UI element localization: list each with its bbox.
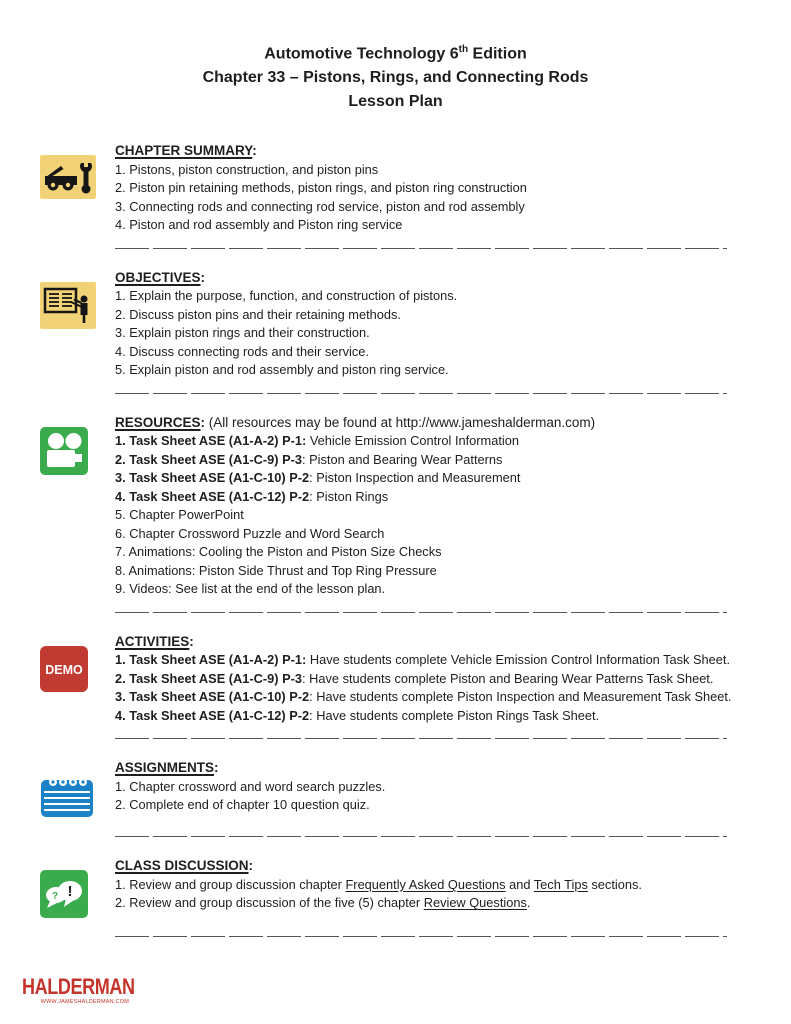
- section-heading-activities: [115, 633, 731, 652]
- section-icon-cell: [0, 759, 115, 823]
- demo-icon: [40, 646, 88, 692]
- heading-text: ACTIVITIES: [115, 633, 190, 649]
- list-item: 4. Piston and rod assembly and Piston ring service: [115, 217, 403, 233]
- heading-note: (All resources may be found at http://www.jameshalderman.com): [205, 414, 596, 430]
- list-item: 3. Task Sheet ASE (A1-C-10) P-2: Piston Inspection and Measurement: [115, 470, 521, 486]
- notepad-icon: [40, 772, 94, 818]
- list-item: 9. Videos: See list at the end of the lesson plan.: [115, 581, 386, 597]
- list-item: 4. Task Sheet ASE (A1-C-12) P-2: Piston Rings: [115, 488, 389, 504]
- list-item: 1. Task Sheet ASE (A1-A-2) P-1: Have students complete Vehicle Emission Control Information Task Sheet.: [115, 652, 730, 668]
- car-repair-icon: [40, 155, 96, 199]
- title-line-3: Lesson Plan: [348, 93, 443, 111]
- heading-text: ASSIGNMENTS: [115, 760, 215, 776]
- list-item: 8. Animations: Piston Side Thrust and Top Ring Pressure: [115, 562, 437, 578]
- list-item: 1. Chapter crossword and word search puzzles.: [115, 778, 386, 794]
- list-item: 6. Chapter Crossword Puzzle and Word Search: [115, 525, 385, 541]
- svg-text:DEMO: DEMO: [45, 662, 83, 677]
- svg-text:?: ?: [51, 891, 59, 903]
- section-content: [115, 142, 527, 235]
- video-camera-icon: [40, 427, 88, 475]
- logo-wordmark: HALDERMAN: [22, 974, 135, 999]
- section-content: [115, 633, 731, 726]
- list-item: 3. Connecting rods and connecting rod service, piston and rod assembly: [115, 198, 525, 214]
- section-icon-cell: [0, 142, 115, 235]
- logo-url: WWW.JAMESHALDERMAN.COM: [40, 999, 129, 1005]
- discussion-icon: [40, 870, 88, 918]
- list-item: 2. Complete end of chapter 10 question quiz.: [115, 797, 370, 813]
- section-icon-cell: [0, 857, 115, 923]
- title-line-2: Chapter 33 – Pistons, Rings, and Connecting Rods: [202, 69, 589, 87]
- sections: [0, 142, 791, 937]
- section-icon-cell: [0, 633, 115, 726]
- section-divider: [115, 936, 727, 937]
- heading-colon: :: [252, 143, 257, 159]
- halderman-logo: [22, 976, 159, 1005]
- title-book-name: Automotive Technology 6: [264, 45, 459, 63]
- svg-text:!: !: [67, 883, 73, 901]
- section-activities: [0, 633, 791, 726]
- document-title: [0, 0, 791, 114]
- section-divider: [115, 836, 727, 837]
- section-divider: [115, 612, 727, 613]
- heading-text: OBJECTIVES: [115, 269, 201, 285]
- section-heading-class-discussion: [115, 857, 642, 876]
- section-content: [115, 857, 642, 923]
- section-objectives: [0, 269, 791, 380]
- section-content: [115, 414, 595, 599]
- list-item: 3. Explain piston rings and their construction.: [115, 325, 370, 341]
- heading-colon: :: [200, 269, 206, 285]
- section-heading-assignments: [115, 759, 385, 778]
- section-class-discussion: [0, 857, 791, 923]
- section-icon-cell: [0, 269, 115, 380]
- section-heading-chapter-summary: [115, 142, 527, 161]
- section-resources: [0, 414, 791, 599]
- heading-colon: :: [200, 414, 206, 430]
- title-edition-text: Edition: [468, 45, 527, 63]
- list-item: 5. Chapter PowerPoint: [115, 507, 244, 523]
- section-icon-cell: [0, 414, 115, 599]
- section-heading-resources: [115, 414, 595, 433]
- section-divider: [115, 248, 727, 249]
- list-item: 1. Explain the purpose, function, and construction of pistons.: [115, 288, 458, 304]
- heading-text: CLASS DISCUSSION: [115, 858, 249, 874]
- presentation-icon: [40, 282, 96, 329]
- list-item: 1. Review and group discussion chapter Frequently Asked Questions and Tech Tips sections.: [115, 876, 642, 892]
- list-item: 1. Pistons, piston construction, and piston pins: [115, 161, 379, 177]
- section-chapter-summary: [0, 142, 791, 235]
- heading-colon: :: [248, 858, 254, 874]
- list-item: 4. Task Sheet ASE (A1-C-12) P-2: Have students complete Piston Rings Task Sheet.: [115, 707, 600, 723]
- section-divider: [115, 738, 727, 739]
- title-edition-superscript: th: [458, 44, 469, 55]
- section-content: [115, 269, 457, 380]
- list-item: 4. Discuss connecting rods and their service.: [115, 343, 369, 359]
- section-assignments: [0, 759, 791, 823]
- list-item: 2. Task Sheet ASE (A1-C-9) P-3: Piston and Bearing Wear Patterns: [115, 451, 503, 467]
- list-item: 2. Task Sheet ASE (A1-C-9) P-3: Have students complete Piston and Bearing Wear Patterns Task Sheet.: [115, 670, 714, 686]
- list-item: 2. Review and group discussion of the five (5) chapter Review Questions.: [115, 895, 531, 911]
- heading-text: CHAPTER SUMMARY: [115, 143, 253, 159]
- list-item: 2. Discuss piston pins and their retaining methods.: [115, 306, 401, 322]
- heading-text: RESOURCES: [115, 414, 201, 430]
- list-item: 2. Piston pin retaining methods, piston rings, and piston ring construction: [115, 180, 527, 196]
- section-content: [115, 759, 385, 823]
- list-item: 7. Animations: Cooling the Piston and Piston Size Checks: [115, 544, 442, 560]
- list-item: 3. Task Sheet ASE (A1-C-10) P-2: Have students complete Piston Inspection and Measurement Task Sheet.: [115, 689, 732, 705]
- heading-colon: :: [214, 760, 219, 776]
- heading-colon: :: [189, 633, 194, 649]
- list-item: 5. Explain piston and rod assembly and piston ring service.: [115, 362, 449, 378]
- title-line-1: [0, 38, 791, 66]
- section-heading-objectives: [115, 269, 457, 288]
- section-divider: [115, 393, 727, 394]
- list-item: 1. Task Sheet ASE (A1-A-2) P-1: Vehicle Emission Control Information: [115, 433, 519, 449]
